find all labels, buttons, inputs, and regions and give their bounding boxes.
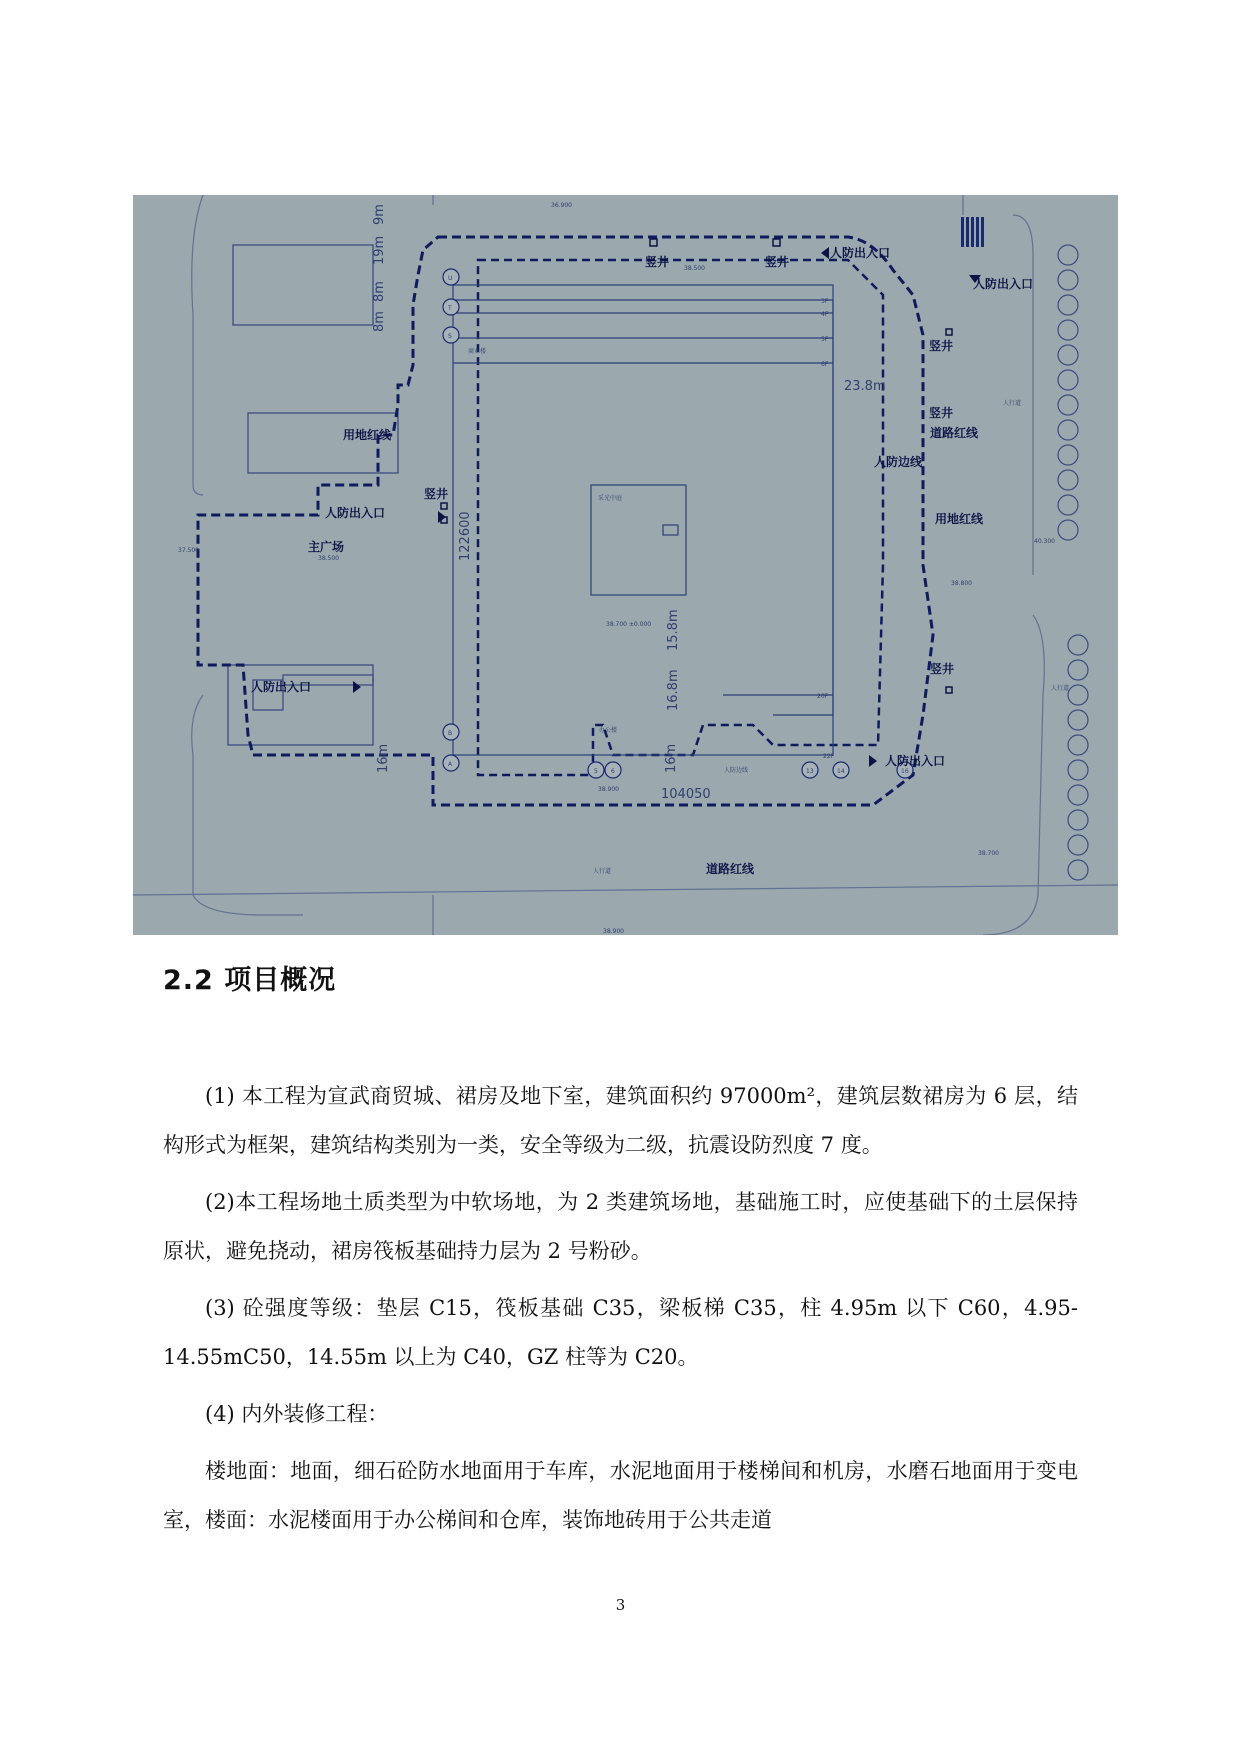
dim-16m-left: 16m [376, 743, 391, 773]
commercial-building-label: 商业楼 [468, 348, 487, 355]
axis-a-label: A [448, 761, 453, 768]
paragraph-3: (3) 砼强度等级：垫层 C15，筏板基础 C35，梁板梯 C35，柱 4.95m 以下 C60，4.95-14.55mC50，14.55m 以上为 C40，GZ 柱等为 C20。 [163, 1296, 1078, 1369]
section-title: 2.2 项目概况 [163, 965, 337, 996]
dim-19m: 19m [372, 235, 387, 265]
floor-20f-label: 20F [817, 693, 829, 700]
shaft-top-2-label: 竖井 [765, 255, 790, 269]
rf-entrance-top-label: 人防出入口 [830, 246, 891, 260]
office-building-label: 办公楼 [599, 727, 618, 734]
dim-8m-b: 8m [372, 311, 387, 332]
floor-5f-label: 5F [821, 336, 829, 343]
shaft-top-1-label: 竖井 [645, 255, 670, 269]
axis-u-label: U [448, 275, 453, 282]
elev-right: 40.300 [1034, 538, 1055, 545]
elev-left: 37.500 [178, 547, 199, 554]
dim-16-8m: 16.8m [666, 669, 681, 711]
sidewalk-right-lower-label: 人行道 [1051, 685, 1070, 692]
handwritten-note: 人防边线 [724, 767, 749, 774]
land-red-line-left-label: 用地红线 [343, 428, 392, 442]
site-plan-photo [133, 195, 1118, 935]
dim-16m-bottom: 16m [664, 743, 679, 773]
dim-8m-a: 8m [372, 281, 387, 302]
rf-entrance-left-lower-label: 人防出入口 [251, 680, 312, 694]
sidewalk-right-label: 人行道 [1003, 400, 1022, 407]
land-red-line-right-label: 用地红线 [935, 512, 984, 526]
rf-boundary-label: 人防边线 [874, 455, 923, 469]
road-red-line-bottom-label: 道路红线 [706, 862, 755, 876]
shaft-left-label: 竖井 [424, 487, 449, 501]
atrium-label: 采光中庭 [598, 495, 623, 502]
axis-b-label: B [448, 730, 453, 737]
axis-s-label: S [448, 333, 452, 340]
paragraph-5: 楼地面：地面，细石砼防水地面用于车库，水泥地面用于楼梯间和机房，水磨石地面用于变电室，楼面：水泥楼面用于办公梯间和仓库，装饰地砖用于公共走道 [163, 1459, 1078, 1532]
floor-6f-label: 6F [821, 361, 829, 368]
axis-t-label: T [448, 305, 452, 312]
sidewalk-bottom-label: 人行道 [593, 868, 612, 875]
dim-23-8m: 23.8m [844, 379, 886, 394]
elev-center: 38.700 ±0.000 [606, 621, 652, 628]
shaft-right-2-label: 竖井 [929, 406, 954, 420]
axis-5-label: 5 [594, 768, 598, 775]
paragraph-2: (2)本工程场地土质类型为中软场地，为 2 类建筑场地，基础施工时，应使基础下的土层保持原状，避免挠动，裙房筏板基础持力层为 2 号粉砂。 [163, 1190, 1078, 1263]
rf-entrance-right-label: 人防出入口 [973, 277, 1034, 291]
axis-14-label: 14 [837, 768, 845, 775]
shaft-right-1-label: 竖井 [929, 339, 954, 353]
axis-13-label: 13 [806, 768, 814, 775]
elev-bottom-right: 38.700 [978, 850, 999, 857]
rf-entrance-bottom-label: 人防出入口 [885, 754, 946, 768]
shaft-right-lower-label: 竖井 [930, 662, 955, 676]
floor-22f-label: 22F [823, 753, 835, 760]
elev-top2: 38.500 [684, 265, 705, 272]
dim-122600: 122600 [458, 511, 473, 561]
body-text [163, 1072, 1078, 1553]
floor-4f-label: 4F [821, 311, 829, 318]
rf-entrance-left-label: 人防出入口 [325, 506, 386, 520]
floor-3f-label: 3F [821, 298, 829, 305]
site-plan-drawing [133, 195, 1118, 935]
dim-104050: 104050 [661, 787, 711, 802]
paragraph-4: (4) 内外装修工程： [205, 1402, 389, 1426]
paragraph-1: (1) 本工程为宣武商贸城、裙房及地下室，建筑面积约 97000m²，建筑层数裙房为 6 层，结构形式为框架，建筑结构类别为一类，安全等级为二级，抗震设防烈度 7 度。 [163, 1084, 1078, 1157]
elev-right2: 38.800 [951, 580, 972, 587]
elev-plaza: 38.500 [318, 555, 339, 562]
page-number: 3 [615, 1596, 626, 1614]
plan-paper [133, 195, 1118, 935]
main-plaza-label: 主广场 [308, 540, 345, 554]
axis-16-label: 16 [901, 768, 909, 775]
elev-bottom: 38.900 [598, 786, 619, 793]
dim-15-8m: 15.8m [666, 609, 681, 651]
elev-top: 36.900 [551, 202, 572, 209]
axis-6-label: 6 [611, 768, 615, 775]
road-red-line-right-label: 道路红线 [930, 426, 979, 440]
elev-bottom2: 38.900 [603, 928, 624, 935]
dim-9m: 9m [372, 204, 387, 225]
